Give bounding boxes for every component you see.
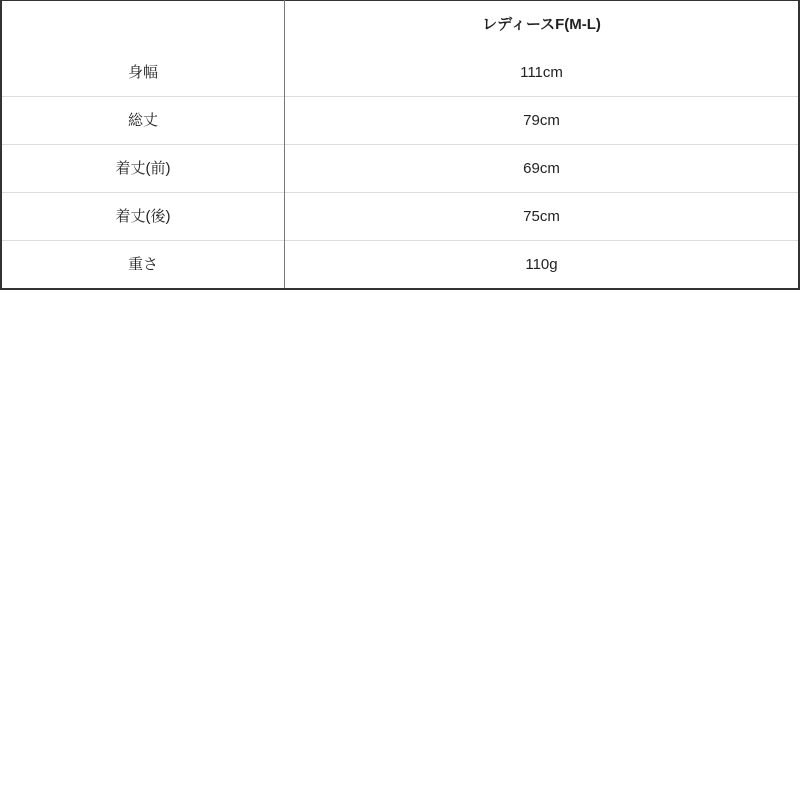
size-spec-table <box>0 0 800 290</box>
row-label-body-width: 身幅 <box>127 63 158 81</box>
row-label-length-front: 着丈(前) <box>1 145 285 193</box>
size-table-body <box>1 49 799 289</box>
header-size-label: レディースF(M-L) <box>285 1 800 49</box>
header-row <box>1 1 799 49</box>
row-value-length-front: 69cm <box>285 145 800 193</box>
table-row-length-back <box>1 193 799 241</box>
table-row-weight <box>1 241 799 289</box>
row-value-body-width: 111cm <box>285 49 800 97</box>
row-value-total-length: 79cm <box>285 97 800 145</box>
row-label-total-length: 総丈 <box>1 97 285 145</box>
row-value-length-back: 75cm <box>285 193 800 241</box>
table-row-width <box>1 49 799 97</box>
row-label-length-back: 着丈(後) <box>1 193 285 241</box>
header-empty-cell <box>1 1 285 49</box>
table-row-length-front <box>1 145 799 193</box>
row-label-weight: 重さ <box>1 241 285 289</box>
row-value-weight: 110g <box>285 241 800 289</box>
size-table-header <box>1 1 799 49</box>
table-row-total-length <box>1 97 799 145</box>
